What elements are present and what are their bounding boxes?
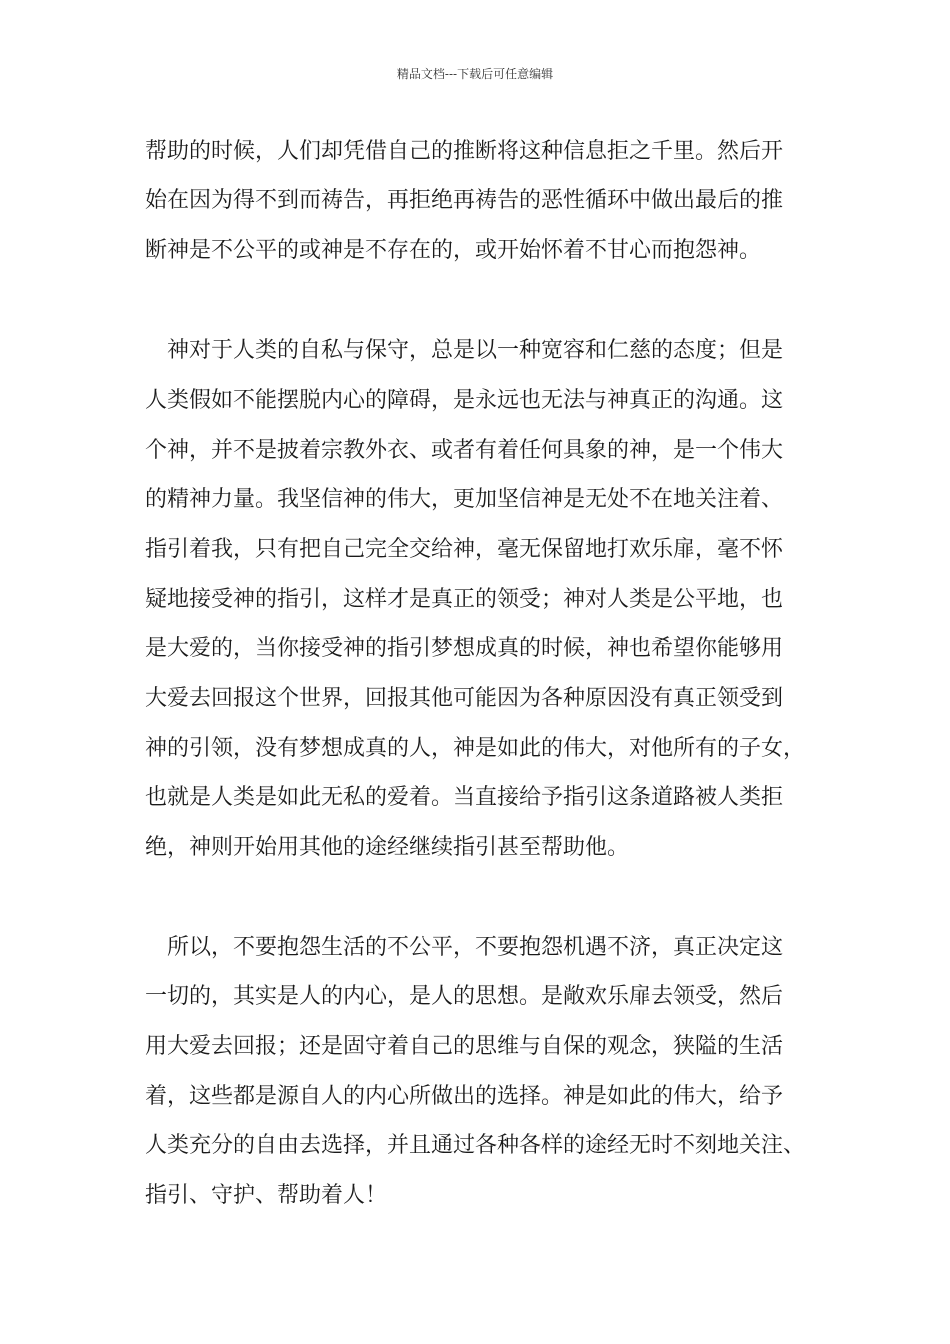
paragraph-2-line-3: 个神，并不是披着宗教外衣、或者有着任何具象的神，是一个伟大 [145, 438, 784, 463]
paragraph-2-line-6: 疑地接受神的指引，这样才是真正的领受；神对人类是公平地，也 [145, 587, 784, 612]
paragraph-2-line-9: 神的引领，没有梦想成真的人，神是如此的伟大，对他所有的子女， [145, 736, 806, 761]
paragraph-3-line-6: 指引、守护、帮助着人！ [145, 1183, 388, 1208]
paragraph-2-line-1: 神对于人类的自私与保守，总是以一种宽容和仁慈的态度；但是 [145, 338, 784, 363]
paragraph-3-line-5: 人类充分的自由去选择，并且通过各种各样的途经无时不刻地关注、 [145, 1133, 806, 1158]
page-header: 精品文档---下载后可任意编辑 [396, 67, 554, 81]
paragraph-3-line-3: 用大爱去回报；还是固守着自己的思维与自保的观念，狭隘的生活 [145, 1034, 784, 1059]
paragraph-2-line-5: 指引着我，只有把自己完全交给神，毫无保留地打欢乐扉，毫不怀 [145, 537, 784, 562]
paragraph-2-line-4: 的精神力量。我坚信神的伟大，更加坚信神是无处不在地关注着、 [145, 487, 784, 512]
paragraph-3-line-1: 所以，不要抱怨生活的不公平，不要抱怨机遇不济，真正决定这 [145, 935, 784, 960]
paragraph-2-line-10: 也就是人类是如此无私的爱着。当直接给予指引这条道路被人类拒 [145, 785, 784, 810]
paragraph-3-line-4: 着，这些都是源自人的内心所做出的选择。神是如此的伟大，给予 [145, 1084, 784, 1109]
paragraph-1-line-2: 始在因为得不到而祷告，再拒绝再祷告的恶性循环中做出最后的推 [145, 188, 784, 213]
paragraph-2-line-8: 大爱去回报这个世界，回报其他可能因为各种原因没有真正领受到 [145, 686, 784, 711]
paragraph-2-line-7: 是大爱的，当你接受神的指引梦想成真的时候，神也希望你能够用 [145, 636, 784, 661]
paragraph-1-line-1: 帮助的时候，人们却凭借自己的推断将这种信息拒之千里。然后开 [145, 139, 784, 164]
paragraph-3-line-2: 一切的，其实是人的内心，是人的思想。是敞欢乐扉去领受，然后 [145, 984, 784, 1009]
paragraph-2-line-2: 人类假如不能摆脱内心的障碍，是永远也无法与神真正的沟通。这 [145, 388, 784, 413]
paragraph-1-line-3: 断神是不公平的或神是不存在的，或开始怀着不甘心而抱怨神。 [145, 238, 762, 263]
paragraph-2-line-11: 绝，神则开始用其他的途经继续指引甚至帮助他。 [145, 835, 630, 860]
